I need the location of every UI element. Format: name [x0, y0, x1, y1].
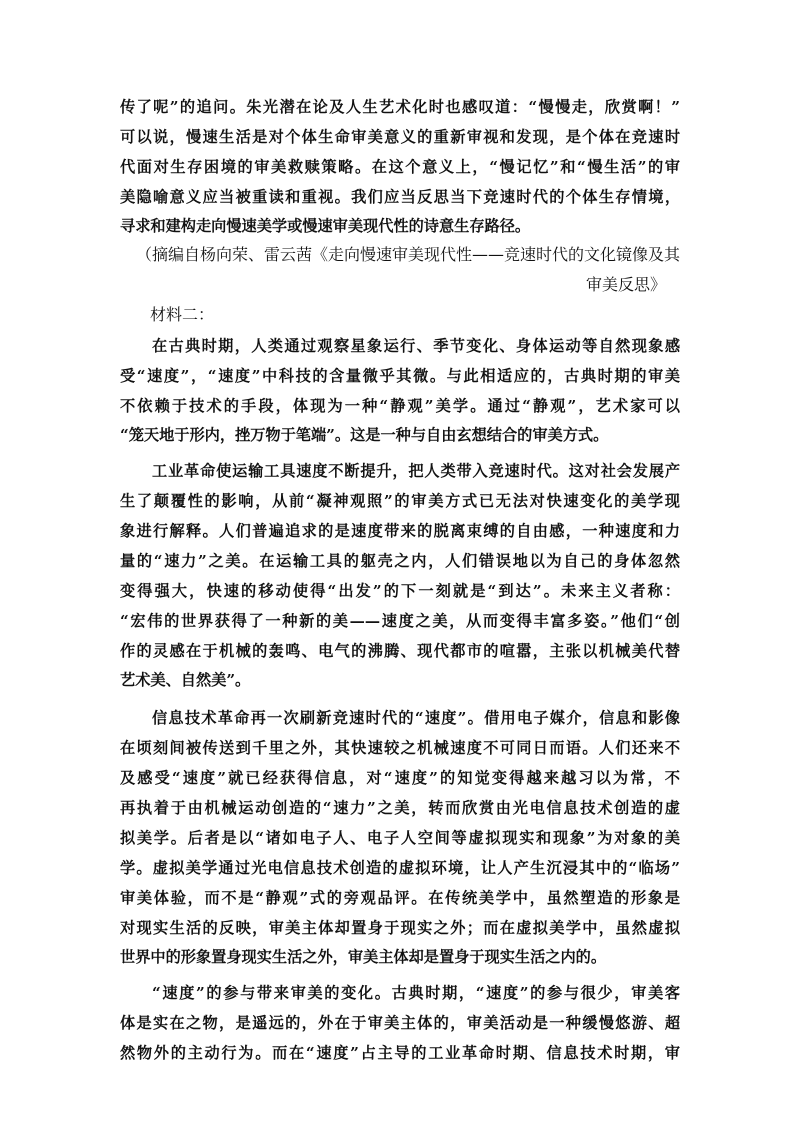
text-line: “笼天地于形内，挫万物于笔端”。这是一种与自由玄想结合的审美方式。: [120, 426, 609, 444]
text-line: 寻求和建构走向慢速美学或慢速审美现代性的诗意生存路径。: [120, 217, 531, 235]
text-line: 工业革命使运输工具速度不断提升，把人类带入竞速时代。这对社会发展产: [152, 462, 680, 480]
text-line: 体是实在之物，是遥远的，外在于审美主体的，审美活动是一种缓慢悠游、超: [120, 1014, 680, 1032]
text-line: 不依赖于技术的手段，体现为一种“静观”美学。通过“静观”，艺术家可以: [120, 397, 680, 415]
text-line: 拟美学。后者是以“诸如电子人、电子人空间等虚拟现实和现象”为对象的美: [120, 829, 680, 847]
text-line: 变得强大，快速的移动使得“出发”的下一刻就是“到达”。未来主义者称：: [120, 582, 680, 600]
text-line: 对现实生活的反映，审美主体却置身于现实之外；而在虚拟美学中，虽然虚拟: [120, 919, 680, 937]
text-line: 信息技术革命再一次刷新竞速时代的“速度”。借用电子媒介，信息和影像: [152, 709, 680, 727]
text-line: 在古典时期，人类通过观察星象运行、季节变化、身体运动等自然现象感: [152, 337, 680, 355]
material-heading: 材料二：: [150, 305, 215, 324]
text-line: 艺术美、自然美”。: [120, 671, 251, 689]
text-line: “速度”的参与带来审美的变化。古典时期，“速度”的参与很少，审美客: [152, 984, 680, 1002]
text-line: 在顷刻间被传送到千里之外，其快速较之机械速度不可同日而语。人们还来不: [120, 739, 680, 757]
text-line: 生了颠覆性的影响，从前“凝神观照”的审美方式已无法对快速变化的美学现: [120, 492, 680, 510]
text-line: 代面对生存困境的审美救赎策略。在这个意义上，“慢记忆”和“慢生活”的审: [120, 158, 680, 176]
text-line: 然物外的主动行为。而在“速度”占主导的工业革命时期、信息技术时期，审: [120, 1044, 680, 1062]
text-line: 再执着于由机械运动创造的“速力”之美，转而欣赏由光电信息技术创造的虚: [120, 799, 680, 817]
text-line: 及感受“速度”就已经获得信息，对“速度”的知觉变得越来越习以为常，不: [120, 769, 680, 787]
text-line: 审美体验，而不是“静观”式的旁观品评。在传统美学中，虽然塑造的形象是: [120, 889, 680, 907]
text-line: 传了呢”的追问。朱光潜在论及人生艺术化时也感叹道：“慢慢走，欣赏啊！”: [120, 98, 680, 116]
text-line: 美隐喻意义应当被重读和重视。我们应当反思当下竞速时代的个体生存情境，: [120, 188, 680, 206]
source-citation-line1: （摘编自杨向荣、雷云茜《走向慢速审美现代性——竞速时代的文化镜像及其: [136, 245, 681, 264]
text-line: 受“速度”，“速度”中科技的含量微乎其微。与此相适应的，古典时期的审美: [120, 367, 680, 385]
text-line: 作的灵感在于机械的轰鸣、电气的沸腾、现代都市的喧嚣，主张以机械美代替: [120, 642, 680, 660]
source-citation-line2: 审美反思》: [586, 275, 667, 294]
text-line: “宏伟的世界获得了一种新的美——速度之美，从而变得丰富多姿。”他们“创: [120, 612, 680, 630]
text-line: 可以说，慢速生活是对个体生命审美意义的重新审视和发现，是个体在竞速时: [120, 128, 680, 146]
text-line: 学。虚拟美学通过光电信息技术创造的虚拟环境，让人产生沉浸其中的“临场”: [120, 859, 680, 877]
text-line: 象进行解释。人们普遍追求的是速度带来的脱离束缚的自由感，一种速度和力: [120, 522, 680, 540]
text-line: 量的“速力”之美。在运输工具的躯壳之内，人们错误地以为自己的身体忽然: [120, 552, 680, 570]
text-line: 世界中的形象置身现实生活之外，审美主体却是置身于现实生活之内的。: [120, 948, 606, 966]
